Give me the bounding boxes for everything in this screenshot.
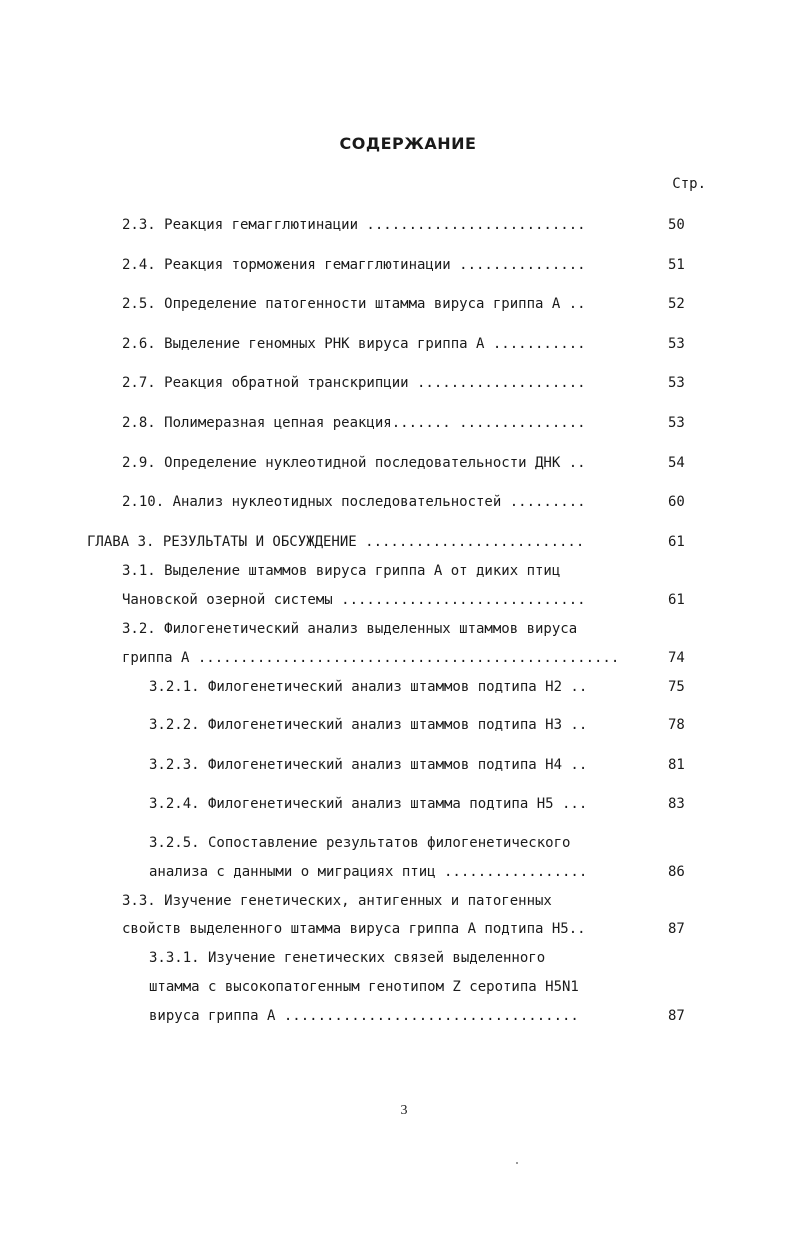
toc-page-number: 74	[668, 650, 685, 666]
toc-entry: 2.6. Выделение геномных РНК вируса гриппа А ...........	[122, 336, 586, 352]
toc-page-number: 53	[668, 415, 685, 431]
toc-entry-continued: свойств выделенного штамма вируса гриппа А подтипа Н5..	[122, 921, 586, 937]
toc-entry: 2.7. Реакция обратной транскрипции ....................	[122, 375, 586, 391]
toc-entry: 2.8. Полимеразная цепная реакция....... ...............	[122, 415, 586, 431]
toc-page-number: 53	[668, 336, 685, 352]
toc-page-number: 61	[668, 592, 685, 608]
toc-entry: 3.2. Филогенетический анализ выделенных штаммов вируса	[122, 621, 578, 637]
page-column-label: Стр.	[672, 176, 706, 192]
toc-chapter-entry: ГЛАВА 3. РЕЗУЛЬТАТЫ И ОБСУЖДЕНИЕ ..........................	[87, 534, 585, 550]
toc-subentry-continued: вируса гриппа А ...................................	[149, 1008, 579, 1024]
toc-page-number: 52	[668, 296, 685, 312]
toc-entry-continued: гриппа А ..................................................	[122, 650, 620, 666]
footer-page-number: 3	[400, 1103, 408, 1118]
toc-entry: 2.10. Анализ нуклеотидных последовательностей .........	[122, 494, 586, 510]
toc-entry: 2.3. Реакция гемагглютинации ..........................	[122, 217, 586, 233]
toc-entry: 3.1. Выделение штаммов вируса гриппа А от диких птиц	[122, 563, 561, 579]
toc-page-number: 51	[668, 257, 685, 273]
toc-page-number: 53	[668, 375, 685, 391]
page-title: СОДЕРЖАНИЕ	[339, 134, 477, 153]
toc-entry-continued: Чановской озерной системы .............................	[122, 592, 586, 608]
toc-subentry-continued: анализа с данными о миграциях птиц .................	[149, 864, 588, 880]
toc-subentry: 3.2.1. Филогенетический анализ штаммов подтипа Н2 ..	[149, 679, 588, 695]
toc-entry: 2.4. Реакция торможения гемагглютинации ...............	[122, 257, 586, 273]
toc-page-number: 81	[668, 757, 685, 773]
toc-page-number: 78	[668, 717, 685, 733]
toc-subentry-continued: штамма с высокопатогенным генотипом Z серотипа H5N1	[149, 979, 579, 995]
toc-entry: 3.3. Изучение генетических, антигенных и патогенных	[122, 893, 552, 909]
toc-entry: 2.9. Определение нуклеотидной последовательности ДНК ..	[122, 455, 586, 471]
toc-page-number: 83	[668, 796, 685, 812]
toc-page-number: 50	[668, 217, 685, 233]
toc-page-number: 87	[668, 1008, 685, 1024]
toc-subentry: 3.2.4. Филогенетический анализ штамма подтипа Н5 ...	[149, 796, 588, 812]
toc-subentry: 3.3.1. Изучение генетических связей выделенного	[149, 950, 546, 966]
toc-page-number: 87	[668, 921, 685, 937]
toc-page-number: 75	[668, 679, 685, 695]
toc-page-number: 60	[668, 494, 685, 510]
toc-page-number: 54	[668, 455, 685, 471]
toc-subentry: 3.2.5. Сопоставление результатов филогенетического	[149, 835, 571, 851]
toc-page-number: 86	[668, 864, 685, 880]
toc-page-number: 61	[668, 534, 685, 550]
scan-speck	[516, 1162, 518, 1164]
toc-entry: 2.5. Определение патогенности штамма вируса гриппа А ..	[122, 296, 586, 312]
toc-subentry: 3.2.3. Филогенетический анализ штаммов подтипа Н4 ..	[149, 757, 588, 773]
toc-subentry: 3.2.2. Филогенетический анализ штаммов подтипа Н3 ..	[149, 717, 588, 733]
